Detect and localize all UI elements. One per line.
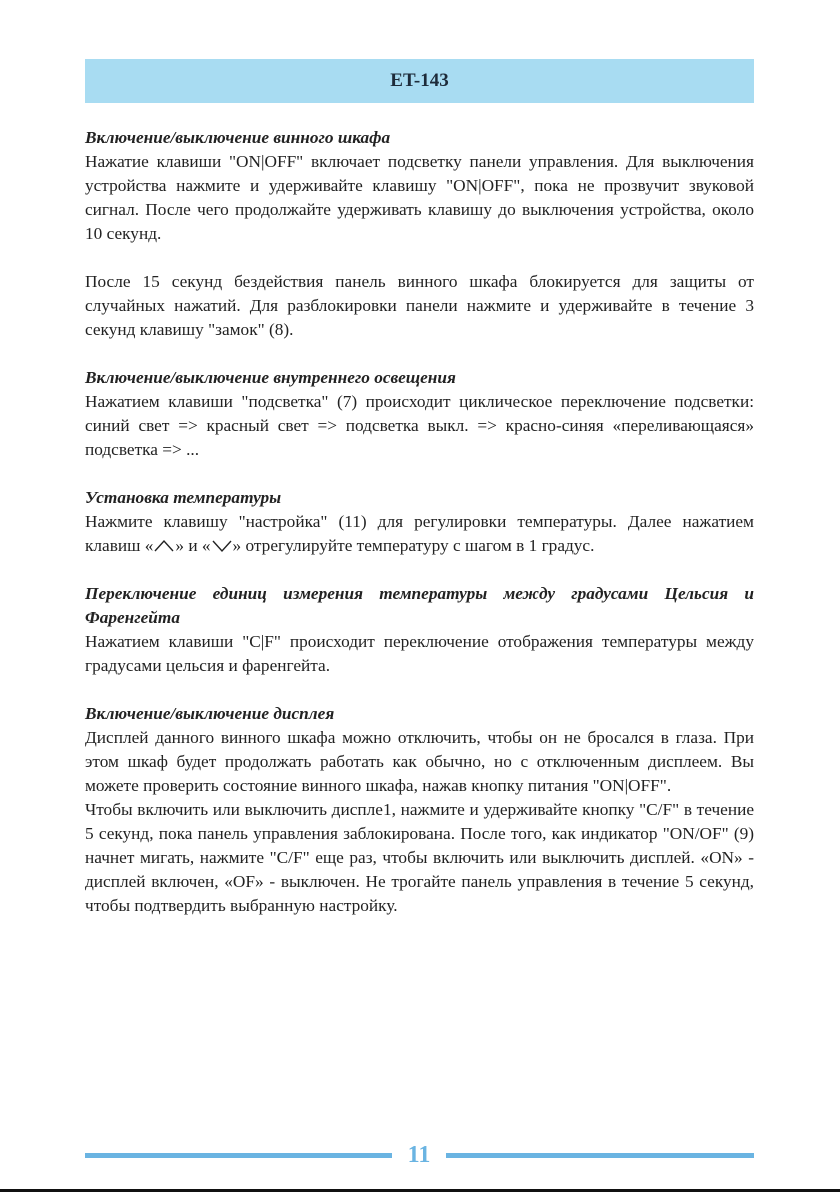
section-heading: Включение/выключение дисплея — [85, 704, 335, 723]
paragraph: Нажатием клавиши "C|F" происходит переключение отображения температуры между градусами цельсия и фаренгейта. — [85, 632, 754, 675]
paragraph-text: Нажмите клавишу "настройка" (11) для регулировки температуры. Далее нажатием клавиш « — [85, 512, 754, 555]
paragraph-text: » и « — [175, 536, 211, 555]
section-heading: Включение/выключение винного шкафа — [85, 128, 391, 147]
paragraph: Нажатием клавиши "подсветка" (7) происходит циклическое переключение подсветки: синий свет => красный свет => подсветка выкл. => красно-синяя «переливающаяся» подсветка => ... — [85, 392, 754, 459]
chevron-down-icon — [212, 539, 232, 553]
section-heading: Переключение единиц измерения температуры между градусами Цельсия и Фаренгейта — [85, 584, 754, 627]
header-bar — [85, 59, 754, 103]
manual-content — [85, 126, 754, 942]
paragraph: Нажатие клавиши "ON|OFF" включает подсветку панели управления. Для выключения устройства нажмите и удерживайте клавишу "ON|OFF", пока не прозвучит звуковой сигнал. После чего продолжайте удерживать клавишу до выключения устройства, около 10 секунд. — [85, 152, 754, 243]
chevron-up-icon — [154, 539, 174, 553]
page-number: 11 — [407, 1142, 431, 1168]
paragraph-text: » отрегулируйте температуру с шагом в 1 градус. — [232, 536, 595, 555]
section-heading: Включение/выключение внутреннего освещения — [85, 368, 456, 387]
page-footer — [85, 1140, 754, 1170]
paragraph — [85, 510, 754, 558]
section-display — [85, 702, 754, 918]
paragraph: Чтобы включить или выключить диспле1, нажмите и удерживайте кнопку "C/F" в течение 5 секунд, пока панель управления заблокирована. После того, как индикатор "ON/OF" (9) начнет мигать, нажмите "C/F" еще раз, чтобы включить или выключить дисплей. «ON» - дисплей включен, «OF» - выключен. Не трогайте панель управления в течение 5 секунд, чтобы подтвердить выбранную настройку. — [85, 800, 754, 915]
model-title: ET-143 — [390, 70, 449, 91]
section-units — [85, 582, 754, 678]
section-heading: Установка температуры — [85, 488, 282, 507]
section-power — [85, 126, 754, 246]
footer-divider-right — [446, 1153, 754, 1158]
section-panel-lock — [85, 270, 754, 342]
section-temperature — [85, 486, 754, 558]
paragraph: После 15 секунд бездействия панель винного шкафа блокируется для защиты от случайных нажатий. Для разблокировки панели нажмите и удерживайте в течение 3 секунд клавишу "замок" (8). — [85, 272, 754, 339]
section-lighting — [85, 366, 754, 462]
footer-divider-left — [85, 1153, 392, 1158]
paragraph: Дисплей данного винного шкафа можно отключить, чтобы он не бросался в глаза. При этом шкаф будет продолжать работать как обычно, но с отключенным дисплеем. Вы можете проверить состояние винного шкафа, нажав кнопку питания "ON|OFF". — [85, 728, 754, 795]
